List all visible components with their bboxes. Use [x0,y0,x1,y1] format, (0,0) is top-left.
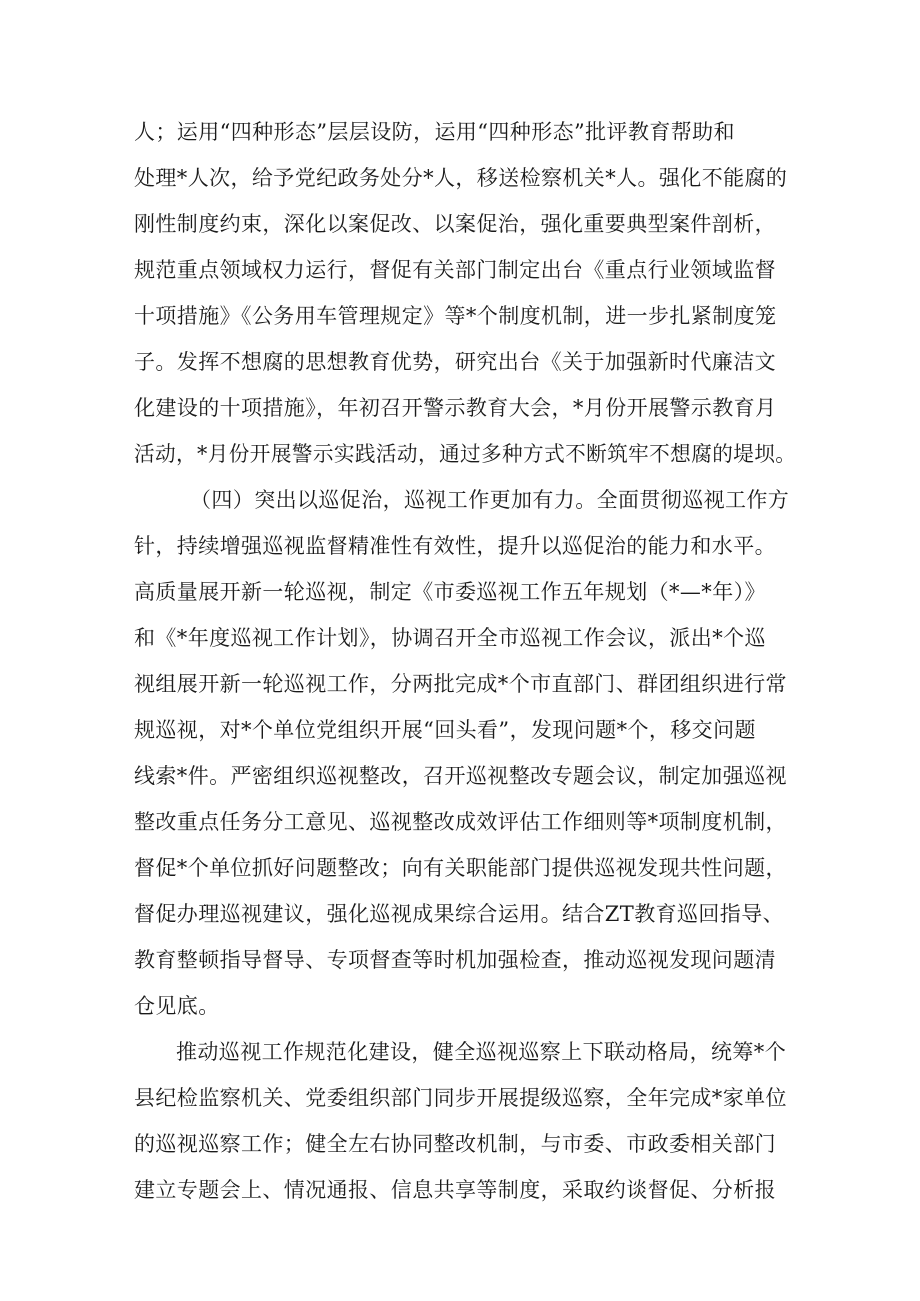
text-line: 针，持续增强巡视监督精准性有效性，提升以巡促治的能力和水平。 [134,534,776,558]
text-line: 子。发挥不想腐的思想教育优势，研究出台《关于加强新时代廉洁文 [134,350,776,374]
text-line: 处理*人次，给予党纪政务处分*人，移送检察机关*人。强化不能腐的 [134,166,788,190]
text-line: 活动，*月份开展警示实践活动，通过多种方式不断筑牢不想腐的堤坝。 [134,442,797,466]
text-line: 规范重点领域权力运行，督促有关部门制定出台《重点行业领域监督 [134,258,776,282]
text-line: 整改重点任务分工意见、巡视整改成效评估工作细则等*项制度机制， [134,810,787,834]
text-line: 人；运用“四种形态”层层设防，运用“四种形态”批评教育帮助和 [134,120,735,144]
text-line: 化建设的十项措施》，年初召开警示教育大会，*月份开展警示教育月 [134,396,777,420]
text-line: 刚性制度约束，深化以案促改、以案促治，强化重要典型案件剖析， [134,212,776,236]
text-line: 教育整顿指导督导、专项督查等时机加强检查，推动巡视发现问题清 [134,948,776,972]
text-line: 县纪检监察机关、党委组织部门同步开展提级巡察，全年完成*家单位 [134,1086,787,1110]
text-line: 视组展开新一轮巡视工作，分两批完成*个市直部门、群团组织进行常 [134,672,787,696]
text-line: 的巡视巡察工作；健全左右协同整改机制，与市委、市政委相关部门 [134,1132,776,1156]
text-line: 推动巡视工作规范化建设，健全巡视巡察上下联动格局，统筹*个 [176,1040,787,1064]
text-line: 督促办理巡视建议，强化巡视成果综合运用。结合ZT教育巡回指导、 [134,902,784,926]
text-line: 规巡视，对*个单位党组织开展“回头看”，发现问题*个，移交问题 [134,718,756,742]
text-line: 线索*件。严密组织巡视整改，召开巡视整改专题会议，制定加强巡视 [134,764,787,788]
text-line: （四）突出以巡促治，巡视工作更加有力。全面贯彻巡视工作方 [190,488,790,512]
text-line: 建立专题会上、情况通报、信息共享等制度，采取约谈督促、分析报 [134,1178,776,1202]
text-line: 仓见底。 [134,994,220,1018]
text-line: 和《*年度巡视工作计划》，协调召开全市巡视工作会议，派出*个巡 [134,626,766,650]
text-line: 督促*个单位抓好问题整改；向有关职能部门提供巡视发现共性问题， [134,856,787,880]
text-line: 十项措施》《公务用车管理规定》等*个制度机制，进一步扎紧制度笼 [134,304,777,328]
text-line: 高质量展开新一轮巡视，制定《市委巡视工作五年规划（*—*年）》 [134,580,766,604]
